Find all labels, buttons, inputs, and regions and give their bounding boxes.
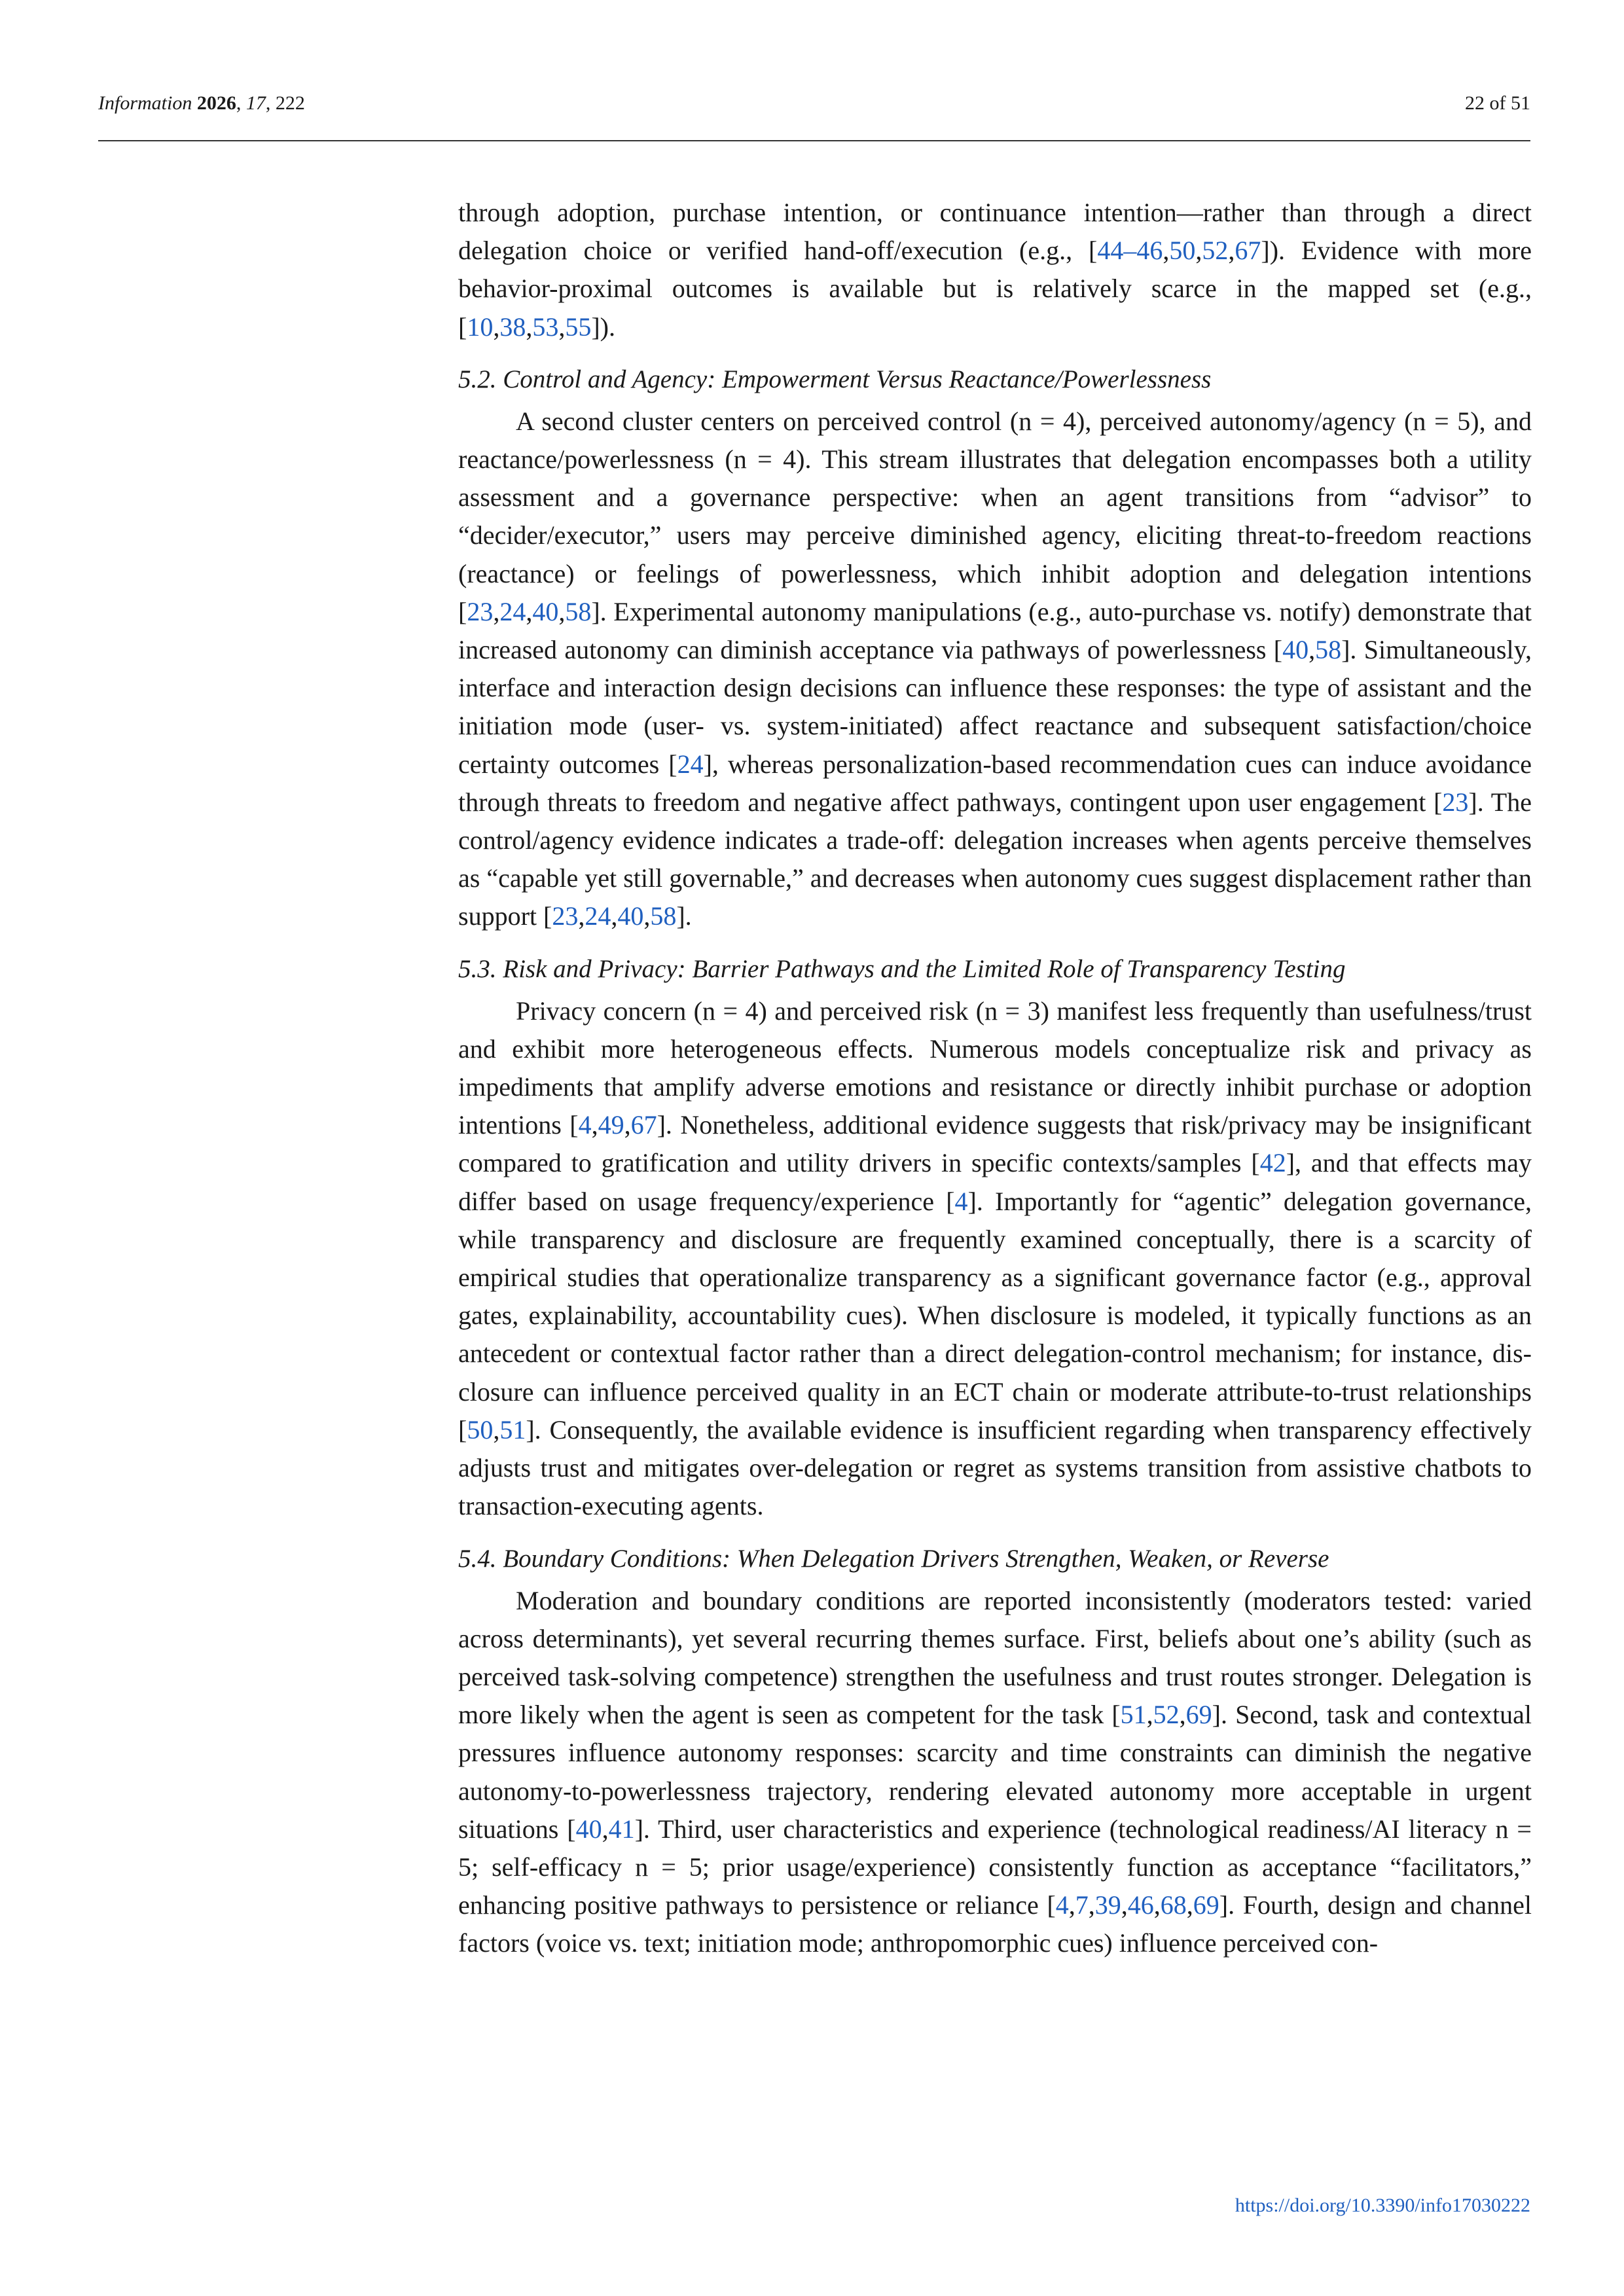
citation-link[interactable]: 50 [1169,236,1196,266]
citation-link[interactable]: 24 [677,749,704,779]
doi-link[interactable]: https://doi.org/10.3390/info17030222 [1235,2195,1530,2216]
citation-link[interactable]: 23 [1442,787,1469,817]
citation-link[interactable]: 41 [608,1814,635,1844]
citation-link[interactable]: 40 [1282,635,1309,665]
citation-link[interactable]: 7 [1075,1890,1089,1920]
citation-link[interactable]: 58 [650,901,677,931]
journal-name: Information [98,92,192,114]
page-header [98,90,1530,141]
section-heading-5-4: 5.4. Boundary Conditions: When Delegation Drivers Strengthen, Weaken, or Reverse [458,1544,1329,1573]
citation-link[interactable]: 23 [467,596,494,626]
citation-link[interactable]: 58 [565,596,592,626]
citation-link[interactable]: 51 [1120,1700,1147,1730]
citation-link[interactable]: 4 [1055,1890,1069,1920]
citation-link[interactable]: 55 [565,312,592,342]
citation-link[interactable]: 40 [575,1814,602,1844]
citation-link[interactable]: 67 [630,1110,657,1140]
citation-link[interactable]: 52 [1202,236,1229,266]
section-paragraph-5-2: A second cluster centers on perceived control (n = 4), perceived autonomy/agency (n = 5), and reactance/powerlessness (n = 4). This stream illustrates that delegation encompasses both a utility assessment and a governance perspective: when an agent transitions from “advisor” to “decider/executor,” users may perceive diminished agency, eliciting threat-to-freedom reactions (reactance) or feelings of powerlessness, which inhibit adoption and delegation intentions [23,24,40,58]. Experimental autonomy manipulations (e.g., auto-purchase vs. notify) demonstrate that increased autonomy can diminish acceptance via pathways of powerlessness [40,58]. Simultaneously, interface and interaction design decisions can influence these responses: the type of assistant and the initiation mode (user- vs. system-initiated) affect reactance and subsequent satisfaction/choice certainty outcomes [24], whereas personalization-based recommendation cues can induce avoidance through threats to freedom and negative affect pathways, contingent upon user engagement [23]. The control/agency evidence indicates a trade-off: delegation increases when agents perceive themselves as “capable yet still governable,” and decreases when autonomy cues suggest displacement rather than support [23,24,40,58]. [458,406,1532,931]
main-content [458,194,1532,1963]
page-number: 22 of 51 [1465,92,1530,114]
citation-link[interactable]: 4 [954,1186,968,1216]
citation-link[interactable]: 52 [1153,1700,1180,1730]
citation-link[interactable]: 49 [598,1110,624,1140]
journal-year: 2026 [196,92,236,114]
citation-link[interactable]: 53 [532,312,559,342]
journal-volume: 17 [245,92,266,114]
citation-link[interactable]: 51 [499,1414,526,1444]
section-heading-5-3: 5.3. Risk and Privacy: Barrier Pathways and the Limited Role of Transparency Testing [458,954,1346,983]
citation-link[interactable]: 40 [617,901,644,931]
continuation-paragraph: through adoption, purchase intention, or continuance intention—rather than through a direct delegation choice or verified hand-off/execution (e.g., [44–46,50,52,67]). Evidence with more behavior-proximal outcomes is available but is relatively scarce in the mapped set (e.g., [10,38,53,55]). [458,198,1532,342]
section-paragraph-5-3: Privacy concern (n = 4) and perceived risk (n = 3) manifest less frequently than usefulness/trust and exhibit more heterogeneous effects. Numerous models conceptualize risk and privacy as impediments that amplify adverse emotions and resistance or directly inhibit purchase or adoption intentions [4,49,67]. Nonetheless, additional evidence suggests that risk/privacy may be insignificant compared to gratification and utility drivers in specific contexts/samples [42], and that effects may differ based on usage frequency/experience [4]. Importantly for “agentic” delegation governance, while transparency and disclosure are frequently examined conceptually, there is a scarcity of empirical studies that operationalize transparency as a significant governance factor (e.g., approval gates, explainability, accountability cues). When disclosure is modeled, it typically functions as an antecedent or contextual factor rather than a direct delegation-control mechanism; for instance, disclosure can influence perceived quality in an ECT chain or moderate attribute-to-trust relationships [50,51]. Consequently, the available evidence is insufficient regarding when transparency effectively adjusts trust and mitigates over-delegation or regret as systems transition from assistive chatbots to transaction-executing agents. [458,996,1532,1521]
citation-link[interactable]: 23 [552,901,579,931]
citation-link[interactable]: 44–46 [1097,236,1163,266]
citation-link[interactable]: 38 [499,312,526,342]
citation-link[interactable]: 24 [585,901,611,931]
citation-link[interactable]: 67 [1235,236,1261,266]
citation-link[interactable]: 39 [1094,1890,1121,1920]
citation-link[interactable]: 46 [1127,1890,1154,1920]
section-heading-5-2: 5.2. Control and Agency: Empowerment Versus Reactance/Powerlessness [458,365,1212,393]
citation-link[interactable]: 68 [1160,1890,1187,1920]
citation-link[interactable]: 69 [1185,1700,1212,1730]
citation-link[interactable]: 4 [578,1110,592,1140]
citation-link[interactable]: 69 [1193,1890,1219,1920]
journal-citation: Information 2026, 17, 222 [98,92,305,114]
citation-link[interactable]: 42 [1259,1148,1286,1178]
citation-link[interactable]: 50 [467,1414,494,1444]
citation-link[interactable]: 24 [499,596,526,626]
section-paragraph-5-4: Moderation and boundary conditions are reported inconsistently (moderators tested: varied across determinants), yet several recurring themes surface. First, beliefs about one’s ability (such as perceived task-solving competence) strengthen the usefulness and trust routes stronger. Delegation is more likely when the agent is seen as competent for the task [51,52,69]. Second, task and contextual pressures influence autonomy responses: scarcity and time constraints can diminish the negative autonomy-to-powerlessness trajectory, rendering elevated autonomy more acceptable in urgent situations [40,41]. Third, user characteristics and experience (technological readiness/AI literacy n = 5; self-efficacy n = 5; prior usage/experience) consistently function as acceptance “facilitators,” enhancing positive pathways to persistence or reliance [4,7,39,46,68,69]. Fourth, design and channel factors (voice vs. text; initiation mode; anthropomorphic cues) influence perceived con- [458,1585,1532,1958]
citation-link[interactable]: 58 [1315,635,1342,665]
citation-link[interactable]: 40 [532,596,559,626]
article-number: 222 [275,92,305,114]
citation-link[interactable]: 10 [467,312,494,342]
